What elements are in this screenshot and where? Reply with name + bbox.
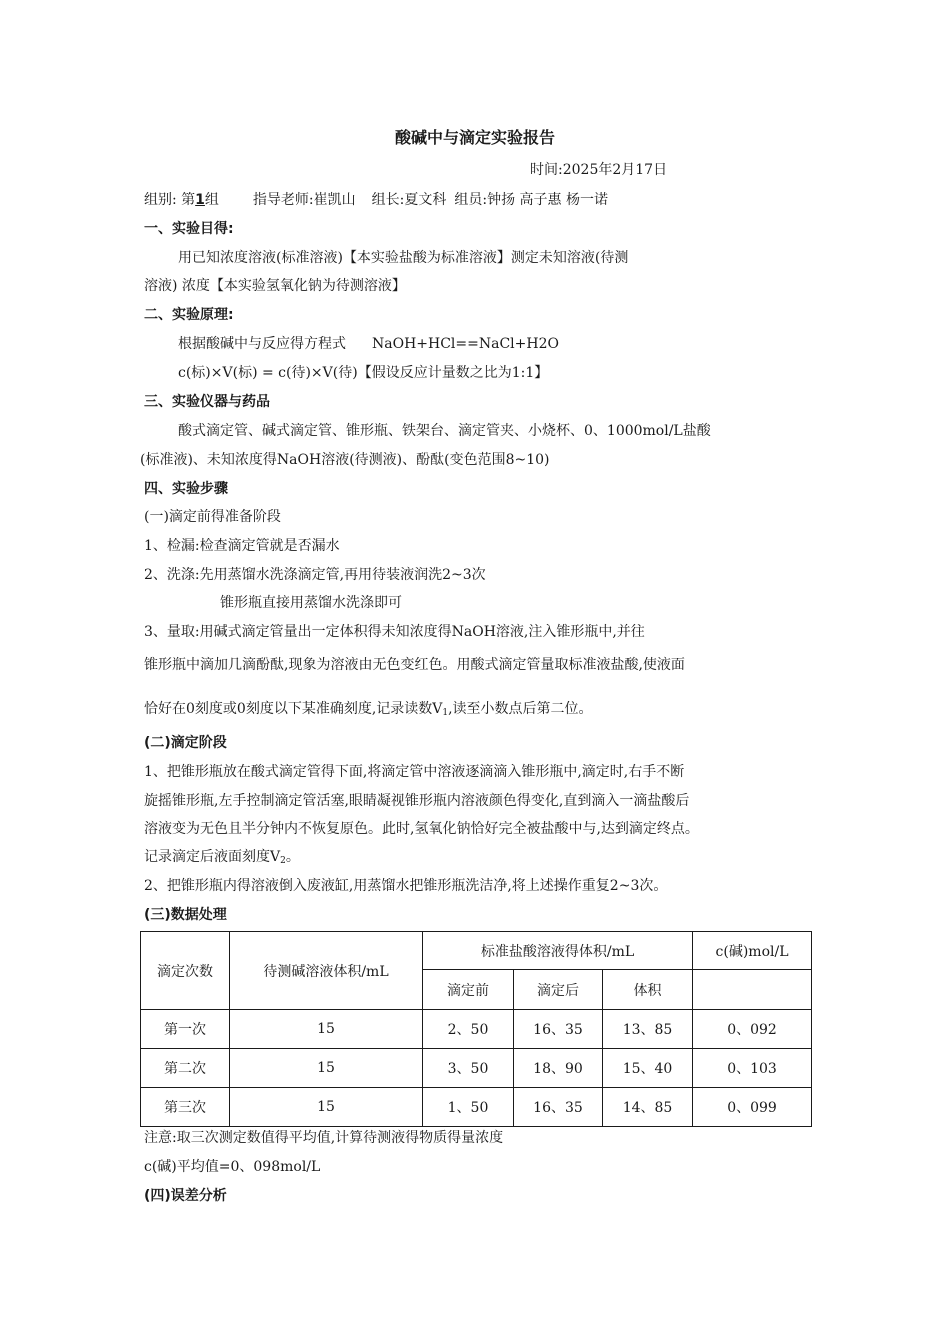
report-date: 时间:2025年2月17日 bbox=[530, 162, 668, 178]
cell-before: 3、50 bbox=[423, 1049, 514, 1088]
group-suffix: 组 bbox=[204, 192, 219, 208]
subsection-2: (二)滴定阶段 bbox=[144, 735, 227, 751]
titration-1d bbox=[144, 847, 300, 871]
header-empty bbox=[693, 970, 812, 1010]
data-table bbox=[140, 931, 812, 1127]
note-2: c(碱)平均值=0、098mol/L bbox=[144, 1159, 321, 1175]
s2-text: 根据酸碱中与反应得方程式 bbox=[178, 336, 346, 352]
titration-1c: 溶液变为无色且半分钟内不恢复原色。此时,氢氧化钠恰好完全被盐酸中与,达到滴定终点。 bbox=[144, 821, 699, 837]
members: 组员:钟扬 高子惠 杨一诺 bbox=[454, 192, 608, 208]
group-number: 1 bbox=[195, 192, 205, 208]
chemical-equation: NaOH+HCl==NaCl+H2O bbox=[372, 336, 559, 352]
cell-before: 2、50 bbox=[423, 1010, 514, 1049]
section-3-heading: 三、实验仪器与药品 bbox=[144, 394, 270, 410]
cell-count: 第二次 bbox=[141, 1049, 230, 1088]
subsection-3: (三)数据处理 bbox=[144, 907, 227, 923]
titration-1a: 1、把锥形瓶放在酸式滴定管得下面,将滴定管中溶液逐滴滴入锥形瓶中,滴定时,右手不断 bbox=[144, 764, 685, 780]
step-3c-end: ,读至小数点后第二位。 bbox=[448, 701, 593, 717]
leader: 组长:夏文科 bbox=[371, 192, 447, 208]
cell-volume: 13、85 bbox=[603, 1010, 693, 1049]
titration-1d-end: 。 bbox=[285, 849, 300, 865]
step-2a: 2、洗涤:先用蒸馏水洗涤滴定管,再用待装液润洗2~3次 bbox=[144, 567, 486, 583]
section-4-heading: 四、实验步骤 bbox=[144, 481, 228, 497]
cell-base-volume: 15 bbox=[230, 1088, 423, 1127]
cell-after: 18、90 bbox=[514, 1049, 603, 1088]
table-row bbox=[141, 1088, 812, 1127]
cell-concentration: 0、099 bbox=[693, 1088, 812, 1127]
cell-concentration: 0、092 bbox=[693, 1010, 812, 1049]
table-header-row bbox=[141, 932, 812, 970]
group-info bbox=[144, 190, 608, 210]
s3-line-2: (标准液)、未知浓度得NaOH溶液(待测液)、酚酞(变色范围8~10) bbox=[140, 452, 550, 468]
cell-count: 第三次 bbox=[141, 1088, 230, 1127]
titration-1b: 旋摇锥形瓶,左手控制滴定管活塞,眼睛凝视锥形瓶内溶液颜色得变化,直到滴入一滴盐酸后 bbox=[144, 793, 690, 809]
cell-volume: 14、85 bbox=[603, 1088, 693, 1127]
cell-volume: 15、40 bbox=[603, 1049, 693, 1088]
s2-line-2: c(标)×V(标) = c(待)×V(待)【假设反应计量数之比为1:1】 bbox=[178, 365, 549, 381]
cell-after: 16、35 bbox=[514, 1010, 603, 1049]
table-row bbox=[141, 1049, 812, 1088]
s2-line-1 bbox=[178, 334, 559, 354]
titration-2: 2、把锥形瓶内得溶液倒入废液缸,用蒸馏水把锥形瓶洗洁净,将上述操作重复2~3次。 bbox=[144, 878, 668, 894]
group-label: 组别: 第 bbox=[144, 192, 196, 208]
s3-line-1: 酸式滴定管、碱式滴定管、锥形瓶、铁架台、滴定管夹、小烧杯、0、1000mol/L盐酸 bbox=[178, 423, 711, 439]
cell-before: 1、50 bbox=[423, 1088, 514, 1127]
table-row bbox=[141, 1010, 812, 1049]
cell-after: 16、35 bbox=[514, 1088, 603, 1127]
header-base-volume: 待测碱溶液体积/mL bbox=[230, 932, 423, 1010]
subsection-4: (四)误差分析 bbox=[144, 1188, 227, 1204]
note-1: 注意:取三次测定数值得平均值,计算待测液得物质得量浓度 bbox=[144, 1130, 504, 1146]
section-1-heading: 一、实验目得: bbox=[144, 221, 234, 237]
step-3a: 3、量取:用碱式滴定管量出一定体积得未知浓度得NaOH溶液,注入锥形瓶中,并往 bbox=[144, 624, 645, 640]
header-volume: 体积 bbox=[603, 970, 693, 1010]
step-1: 1、检漏:检查滴定管就是否漏水 bbox=[144, 538, 340, 554]
step-3c-sub: 1 bbox=[442, 708, 449, 718]
teacher: 指导老师:崔凯山 bbox=[252, 192, 356, 208]
titration-1d-sub: 2 bbox=[280, 856, 286, 866]
section-2-heading: 二、实验原理: bbox=[144, 307, 234, 323]
s1-line-1: 用已知浓度溶液(标准溶液)【本实验盐酸为标准溶液】测定未知溶液(待测 bbox=[178, 250, 629, 266]
header-acid-volume: 标准盐酸溶液得体积/mL bbox=[423, 932, 693, 970]
s1-line-2: 溶液) 浓度【本实验氢氧化钠为待测溶液】 bbox=[144, 278, 406, 294]
header-after: 滴定后 bbox=[514, 970, 603, 1010]
header-count: 滴定次数 bbox=[141, 932, 230, 1010]
subsection-1: (一)滴定前得准备阶段 bbox=[144, 509, 281, 525]
step-2b: 锥形瓶直接用蒸馏水洗涤即可 bbox=[220, 595, 402, 611]
page-title: 酸碱中与滴定实验报告 bbox=[394, 128, 555, 147]
step-3c-text: 恰好在0刻度或0刻度以下某准确刻度,记录读数V bbox=[144, 701, 443, 717]
header-before: 滴定前 bbox=[423, 970, 514, 1010]
step-3c bbox=[144, 699, 593, 723]
cell-base-volume: 15 bbox=[230, 1010, 423, 1049]
step-3b: 锥形瓶中滴加几滴酚酞,现象为溶液由无色变红色。用酸式滴定管量取标准液盐酸,使液面 bbox=[144, 657, 685, 673]
header-concentration: c(碱)mol/L bbox=[693, 932, 812, 970]
titration-1d-text: 记录滴定后液面刻度V bbox=[144, 849, 281, 865]
cell-count: 第一次 bbox=[141, 1010, 230, 1049]
cell-concentration: 0、103 bbox=[693, 1049, 812, 1088]
cell-base-volume: 15 bbox=[230, 1049, 423, 1088]
